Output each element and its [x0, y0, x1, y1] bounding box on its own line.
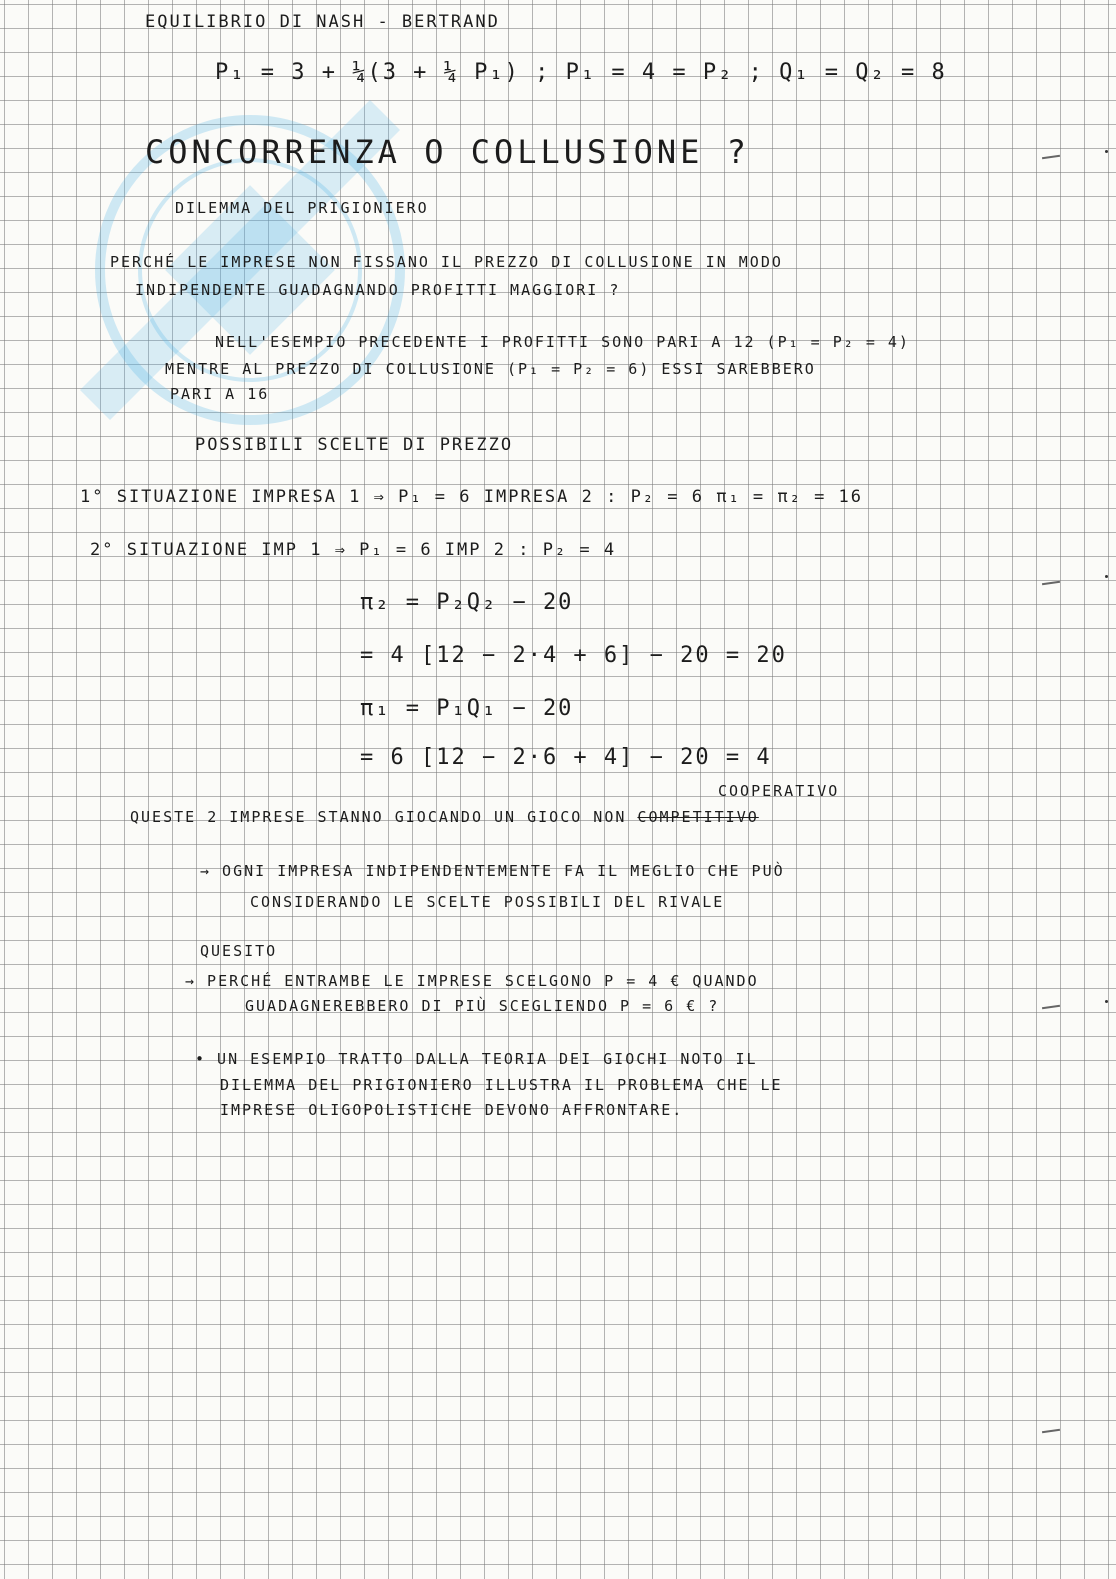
arrow-point-1-line-2: CONSIDERANDO LE SCELTE POSSIBILI DEL RIVALE: [250, 893, 725, 911]
subheading: DILEMMA DEL PRIGIONIERO: [175, 199, 429, 217]
margin-mark: [1042, 581, 1060, 585]
paragraph-1-line-1: PERCHÉ LE IMPRESE NON FISSANO IL PREZZO DI COLLUSIONE IN MODO: [110, 253, 783, 271]
calc-profit-2: π₂ = P₂Q₂ − 20: [360, 590, 574, 615]
margin-dot: [1105, 575, 1108, 578]
paragraph-1-line-2: INDIPENDENTE GUADAGNANDO PROFITTI MAGGIORI ?: [135, 281, 621, 299]
margin-dot: [1105, 150, 1108, 153]
margin-mark: [1042, 1429, 1060, 1433]
calc-profit-1: π₁ = P₁Q₁ − 20: [360, 696, 574, 721]
quesito-label: QUESITO: [200, 942, 278, 960]
calc-profit-2-value: = 4 [12 − 2·4 + 6] − 20 = 20: [360, 643, 787, 668]
bullet-line-1: • UN ESEMPIO TRATTO DALLA TEORIA DEI GIOCHI NOTO IL: [195, 1050, 758, 1068]
paragraph-2-line-2: MENTRE AL PREZZO DI COLLUSIONE (P₁ = P₂ = 6) ESSI SAREBBERO: [165, 360, 816, 378]
games-statement: [130, 808, 759, 826]
bullet-line-3: IMPRESE OLIGOPOLISTICHE DEVONO AFFRONTARE.: [220, 1101, 684, 1119]
arrow-point-2-line-2: GUADAGNEREBBERO DI PIÙ SCEGLIENDO P = 6 € ?: [245, 997, 720, 1015]
games-statement-text: QUESTE 2 IMPRESE STANNO GIOCANDO UN GIOCO NON: [130, 808, 638, 826]
situation-1: 1° SITUAZIONE IMPRESA 1 ⇒ P₁ = 6 IMPRESA 2 : P₂ = 6 π₁ = π₂ = 16: [80, 487, 864, 507]
bullet-line-2: DILEMMA DEL PRIGIONIERO ILLUSTRA IL PROBLEMA CHE LE: [220, 1076, 783, 1094]
choices-title: POSSIBILI SCELTE DI PREZZO: [195, 435, 514, 455]
paragraph-2-line-3: PARI A 16: [170, 385, 270, 403]
margin-dot: [1105, 1000, 1108, 1003]
arrow-point-2-line-1: → PERCHÉ ENTRAMBE LE IMPRESE SCELGONO P = 4 € QUANDO: [185, 972, 759, 990]
note-title: EQUILIBRIO DI NASH - BERTRAND: [145, 12, 500, 32]
arrow-point-1-line-1: → OGNI IMPRESA INDIPENDENTEMENTE FA IL MEGLIO CHE PUÒ: [200, 862, 785, 880]
margin-mark: [1042, 1005, 1060, 1009]
calc-profit-1-value: = 6 [12 − 2·6 + 4] − 20 = 4: [360, 745, 772, 770]
margin-mark: [1042, 155, 1060, 159]
nash-equation: P₁ = 3 + ¼(3 + ¼ P₁) ; P₁ = 4 = P₂ ; Q₁ = Q₂ = 8: [215, 60, 947, 85]
struck-word: COMPETITIVO: [637, 808, 759, 826]
paragraph-2-line-1: NELL'ESEMPIO PRECEDENTE I PROFITTI SONO PARI A 12 (P₁ = P₂ = 4): [215, 333, 910, 351]
cooperative-word: COOPERATIVO: [718, 782, 840, 800]
situation-2: 2° SITUAZIONE IMP 1 ⇒ P₁ = 6 IMP 2 : P₂ = 4: [90, 540, 617, 560]
section-heading: CONCORRENZA O COLLUSIONE ?: [145, 133, 750, 171]
